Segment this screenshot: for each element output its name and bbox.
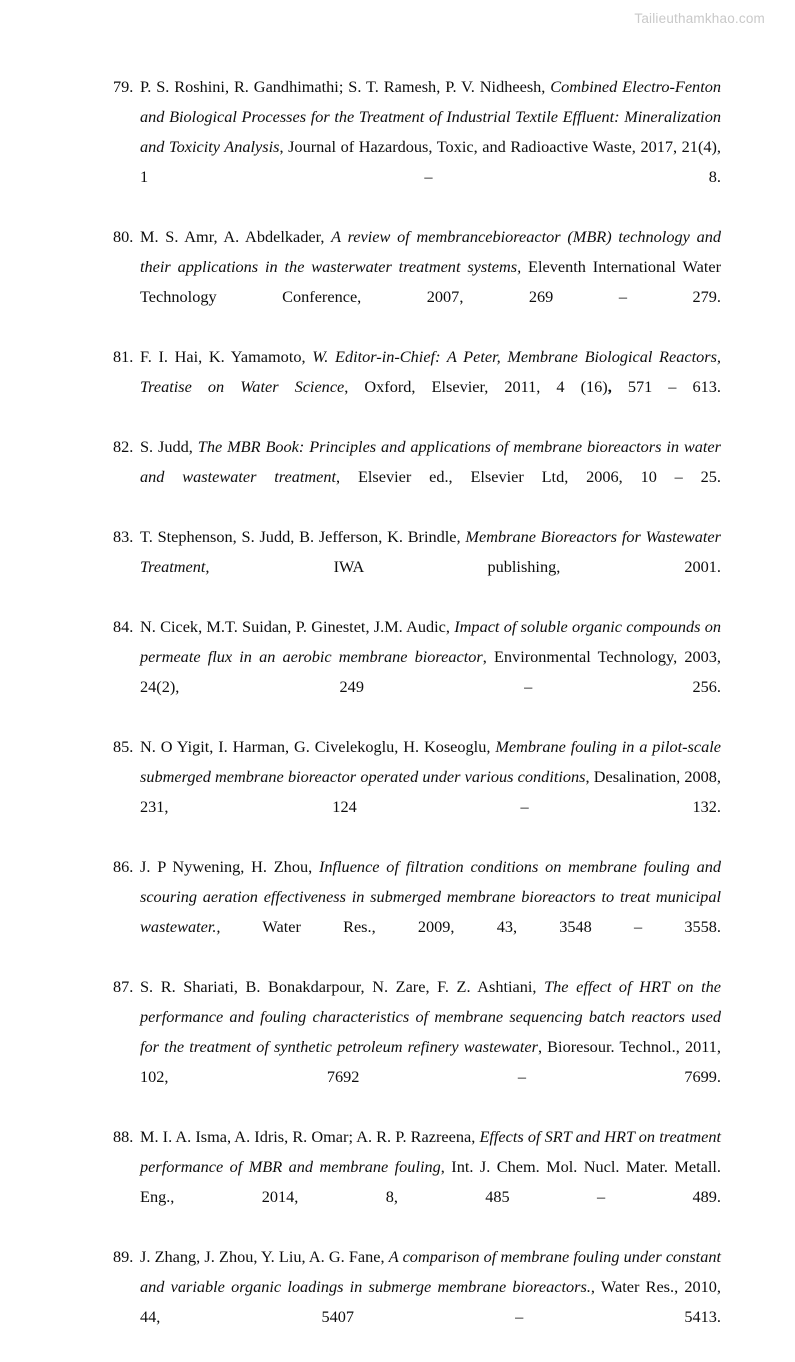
reference-source-pages: 571 – 613. [611, 377, 721, 396]
reference-source: , Int. J. Chem. Mol. Nucl. Mater. Metall. Eng., 2014, 8, 485 – 489. [140, 1157, 721, 1206]
reference-authors: S. R. Shariati, B. Bonakdarpour, N. Zare, F. Z. Ashtiani, [140, 977, 545, 996]
reference-authors: N. Cicek, M.T. Suidan, P. Ginestet, J.M. Audic, [140, 617, 455, 636]
reference-list [113, 72, 721, 1362]
reference-number: 87. [113, 977, 134, 996]
reference-entry-83 [113, 522, 721, 612]
reference-number: 83. [113, 527, 134, 546]
reference-authors: J. Zhang, J. Zhou, Y. Liu, A. G. Fane, [140, 1247, 389, 1266]
reference-authors: M. S. Amr, A. Abdelkader, [140, 227, 332, 246]
reference-entry-86 [113, 852, 721, 972]
reference-entry-82 [113, 432, 721, 522]
reference-source: , Water Res., 2010, 44, 5407 – 5413. [140, 1277, 721, 1326]
reference-number: 79. [113, 77, 134, 96]
reference-entry-89 [113, 1242, 721, 1362]
reference-authors-separator: , [456, 527, 466, 546]
reference-title: W. Editor-in-Chief: A Peter, Membrane Biological Reactors, Treatise on Water Science [140, 347, 722, 396]
reference-source: , Journal of Hazardous, Toxic, and Radioactive Waste, 2017, 21(4), 1 – 8. [140, 137, 721, 186]
reference-title: Effects of SRT and HRT on treatment performance of MBR and membrane fouling [140, 1127, 721, 1176]
reference-title: Influence of filtration conditions on membrane fouling and scouring aeration effectiveness in submerged membrane bioreactors to treat municipal wastewater., [140, 857, 721, 936]
reference-body [140, 72, 721, 222]
reference-body [140, 1122, 721, 1242]
reference-title: Combined Electro-Fenton and Biological Processes for the Treatment of Industrial Textile Effluent: Mineralization and Toxicity Analysis [140, 77, 722, 156]
reference-number: 88. [113, 1127, 134, 1146]
reference-source: IWA publishing, 2001. [209, 557, 721, 576]
reference-body [140, 432, 721, 522]
reference-title: A comparison of membrane fouling under constant and variable organic loadings in submerge membrane bioreactors. [140, 1247, 721, 1296]
reference-title: Membrane fouling in a pilot-scale submerged membrane bioreactor operated under various conditions [140, 737, 722, 786]
reference-source: , Bioresour. Technol., 2011, 102, 7692 – 7699. [140, 1037, 721, 1086]
reference-entry-85 [113, 732, 721, 852]
reference-body [140, 612, 721, 732]
reference-source-emphasis: , [607, 377, 612, 396]
reference-number: 82. [113, 437, 134, 456]
reference-body [140, 732, 721, 852]
reference-body [140, 222, 721, 342]
reference-body [140, 972, 721, 1122]
reference-body [140, 342, 721, 432]
reference-authors: T. Stephenson, S. Judd, B. Jefferson, K. Brindle [140, 527, 457, 546]
reference-authors: M. I. A. Isma, A. Idris, R. Omar; A. R. P. Razreena, [140, 1127, 480, 1146]
reference-source: Water Res., 2009, 43, 3548 – 3558. [220, 917, 721, 936]
reference-number: 81. [113, 347, 134, 366]
reference-source: , Elsevier ed., Elsevier Ltd, 2006, 10 – 25. [336, 467, 721, 486]
site-watermark: Tailieuthamkhao.com [634, 11, 765, 26]
reference-entry-79 [113, 72, 721, 222]
reference-number: 80. [113, 227, 134, 246]
reference-source: , Environmental Technology, 2003, 24(2), 249 – 256. [140, 647, 721, 696]
reference-entry-88 [113, 1122, 721, 1242]
reference-authors: S. Judd, [140, 437, 198, 456]
reference-number: 85. [113, 737, 134, 756]
reference-entry-87 [113, 972, 721, 1122]
reference-authors: F. I. Hai, K. Yamamoto, [140, 347, 313, 366]
reference-authors: N. O Yigit, I. Harman, G. Civelekoglu, H. Koseoglu [140, 737, 487, 756]
reference-number: 84. [113, 617, 134, 636]
reference-title: The effect of HRT on the performance and fouling characteristics of membrane sequencing batch reactors used for the treatment of synthetic petroleum refinery wastewater [140, 977, 722, 1056]
reference-authors: J. P Nywening, H. Zhou, [140, 857, 319, 876]
reference-number: 89. [113, 1247, 134, 1266]
reference-entry-84 [113, 612, 721, 732]
reference-source: , Desalination, 2008, 231, 124 – 132. [140, 767, 721, 816]
reference-title: A review of membrancebioreactor (MBR) technology and their applications in the wasterwater treatment systems, [140, 227, 721, 276]
reference-number: 86. [113, 857, 134, 876]
reference-source: , Oxford, Elsevier, 2011, 4 (16) [344, 377, 608, 396]
reference-body [140, 852, 721, 972]
reference-authors-separator: , [486, 737, 496, 756]
reference-title: Membrane Bioreactors for Wastewater Treatment, [140, 527, 721, 576]
reference-source: Eleventh International Water Technology Conference, 2007, 269 – 279. [140, 257, 721, 306]
reference-body [140, 1242, 721, 1362]
reference-entry-81 [113, 342, 721, 432]
reference-body [140, 522, 721, 612]
reference-entry-80 [113, 222, 721, 342]
reference-title: The MBR Book: Principles and applications of membrane bioreactors in water and wastewater treatment [140, 437, 721, 486]
reference-authors: P. S. Roshini, R. Gandhimathi; S. T. Ramesh, P. V. Nidheesh, [140, 77, 551, 96]
reference-title: Impact of soluble organic compounds on permeate flux in an aerobic membrane bioreactor [140, 617, 721, 666]
